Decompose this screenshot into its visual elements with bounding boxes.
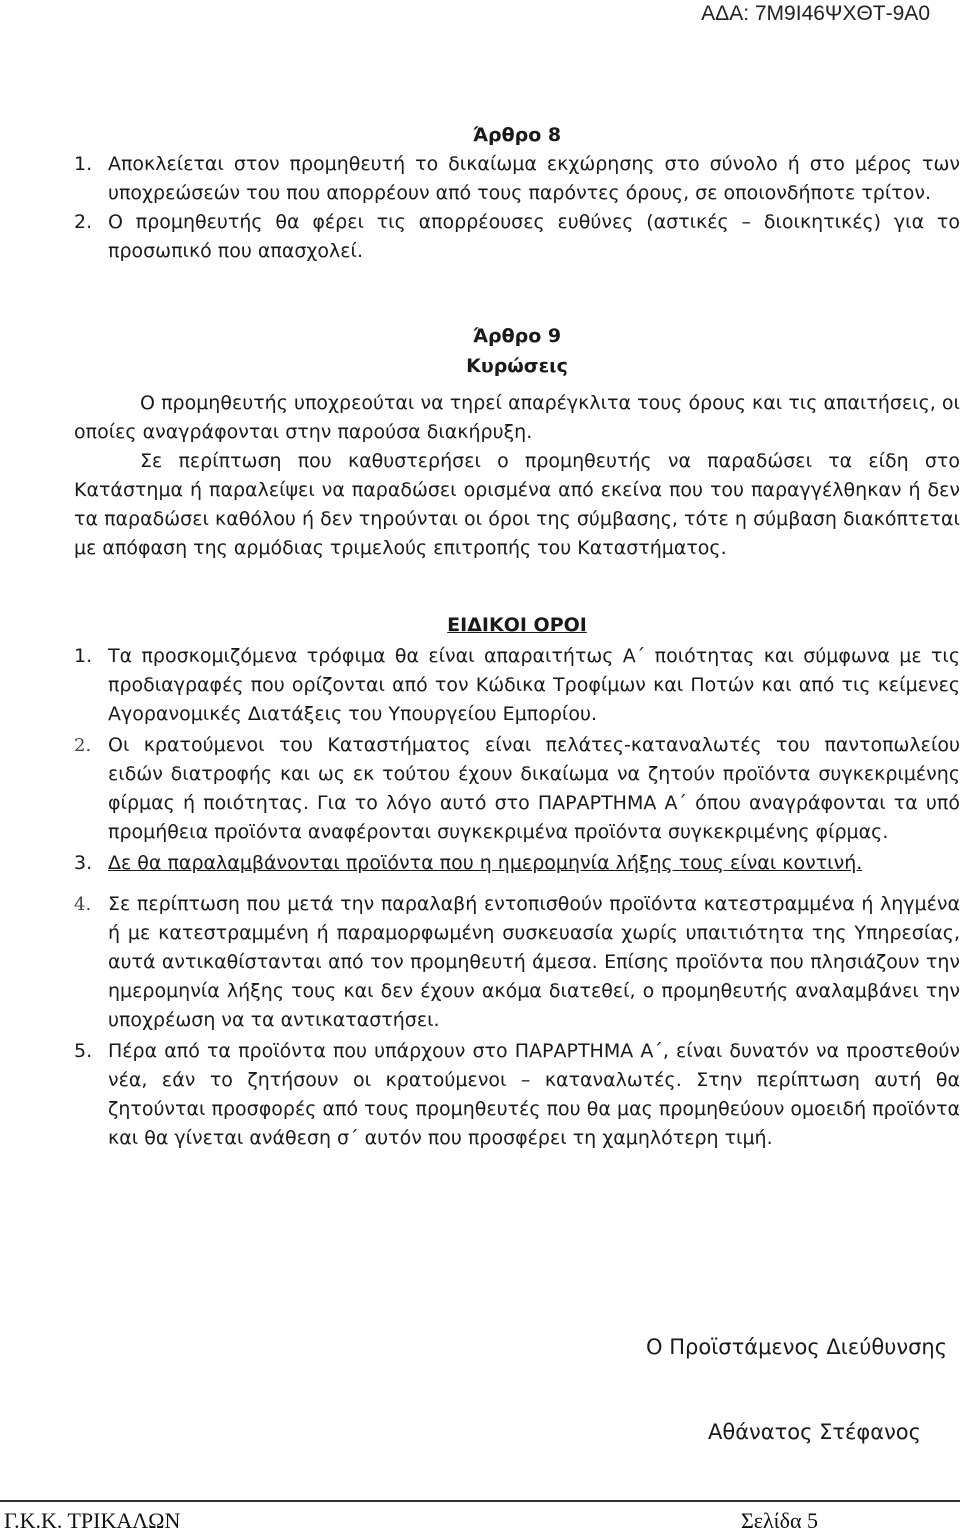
- item-number: 3.: [74, 852, 93, 874]
- special-item-5: [74, 1037, 960, 1153]
- article-9-paragraph-1: Ο προμηθευτής υποχρεούται να τηρεί απαρέγκλιτα τους όρους και τις απαιτήσεις, οι οποίες αναγράφονται στην παρούσα διακήρυξη.: [74, 392, 960, 443]
- footer-organization: Γ.Κ.Κ. ΤΡΙΚΑΛΩΝ: [4, 1508, 181, 1533]
- item-number: 4.: [74, 894, 92, 915]
- article-9-title: Άρθρο 9: [472, 325, 562, 347]
- article-9-subtitle: Κυρώσεις: [466, 355, 568, 377]
- special-item-4: [74, 890, 960, 1035]
- ada-code: ΑΔΑ: 7Μ9Ι46ΨΧΘΤ-9Α0: [701, 2, 930, 25]
- item-text: Ο προμηθευτής θα φέρει τις απορρέουσες ευθύνες (αστικές – διοικητικές) για το προσωπικό που απασχολεί.: [108, 211, 960, 262]
- footer-page-number: Σελίδα 5: [740, 1508, 818, 1533]
- item-number: 2.: [74, 735, 92, 756]
- article-9-paragraph-2: Σε περίπτωση που καθυστερήσει ο προμηθευτής να παραδώσει τα είδη στο Κατάστημα ή παραλείψει να παραδώσει ορισμένα από εκείνα που του παραγγέλθηκαν ή δεν τα παραδώσει καθόλου ή δεν τηρούνται οι όροι της σύμβασης, τότε η σύμβαση διακόπτεται με απόφαση της αρμόδιας τριμελούς επιτροπής του Καταστήματος.: [74, 450, 960, 559]
- special-item-2: [74, 731, 960, 847]
- item-text: Τα προσκομιζόμενα τρόφιμα θα είναι απαραιτήτως Α΄ ποιότητας και σύμφωνα με τις προδιαγραφές που ορίζονται από τον Κώδικα Τροφίμων και Ποτών και από τις κείμενες Αγορανομικές Διατάξεις του Υπουργείου Εμπορίου.: [108, 645, 960, 725]
- special-item-1: [74, 642, 960, 729]
- item-text: Πέρα από τα προϊόντα που υπάρχουν στο ΠΑΡΑΡΤΗΜΑ Α΄, είναι δυνατόν να προστεθούν νέα, εάν το ζητήσουν οι κρατούμενοι – καταναλωτές. Στην περίπτωση αυτή θα ζητούνται προσφορές από τους προμηθευτές που θα μας προμηθεύουν ομοειδή προϊόντα και θα γίνεται ανάθεση σ΄ αυτόν που προσφέρει τη χαμηλότερη τιμή.: [108, 1040, 960, 1149]
- item-text: Αποκλείεται στον προμηθευτή το δικαίωμα εκχώρησης στο σύνολο ή στο μέρος των υποχρεώσεών του που απορρέουν από τους παρόντες όρους, σε οποιονδήποτε τρίτον.: [108, 153, 960, 204]
- item-text: Οι κρατούμενοι του Καταστήματος είναι πελάτες-καταναλωτές του παντοπωλείου ειδών διατροφής και ως εκ τούτου έχουν δικαίωμα να ζητούν προϊόντα συγκεκριμένης φίρμας ή ποιότητας. Για το λόγο αυτό στο ΠΑΡΑΡΤΗΜΑ Α΄ όπου αναγράφονται τα υπό προμήθεια προϊόντα αναφέρονται συγκεκριμένα προϊόντα συγκεκριμένης φίρμας.: [108, 734, 960, 843]
- signatory-role: Ο Προϊστάμενος Διεύθυνσης: [646, 1335, 948, 1359]
- article-8-item-1: [74, 150, 960, 208]
- item-text: Δε θα παραλαμβάνονται προϊόντα που η ημερομηνία λήξης τους είναι κοντινή.: [108, 852, 863, 874]
- document-body: [74, 120, 960, 1153]
- special-item-3: [74, 849, 960, 878]
- item-number: 1.: [74, 645, 93, 667]
- item-number: 5.: [74, 1040, 93, 1062]
- article-8-item-2: [74, 208, 960, 266]
- article-8-title: Άρθρο 8: [472, 124, 562, 146]
- item-number: 1.: [74, 153, 93, 175]
- signatory-name: Αθάνατος Στέφανος: [708, 1420, 921, 1444]
- footer-divider: [0, 1500, 960, 1502]
- item-number: 2.: [74, 211, 93, 233]
- special-terms-title: ΕΙΔΙΚΟΙ ΟΡΟΙ: [447, 614, 587, 636]
- item-text: Σε περίπτωση που μετά την παραλαβή εντοπισθούν προϊόντα κατεστραμμένα ή ληγμένα ή με κατεστραμμένη ή παραμορφωμένη συσκευασία χωρίς υπαιτιότητα της Υπηρεσίας, αυτά αντικαθίστανται από τον προμηθευτή άμεσα. Επίσης προϊόντα που πλησιάζουν την ημερομηνία λήξης τους και δεν έχουν ακόμα διατεθεί, ο προμηθευτής αναλαμβάνει την υποχρέωση να τα αντικαταστήσει.: [108, 893, 960, 1031]
